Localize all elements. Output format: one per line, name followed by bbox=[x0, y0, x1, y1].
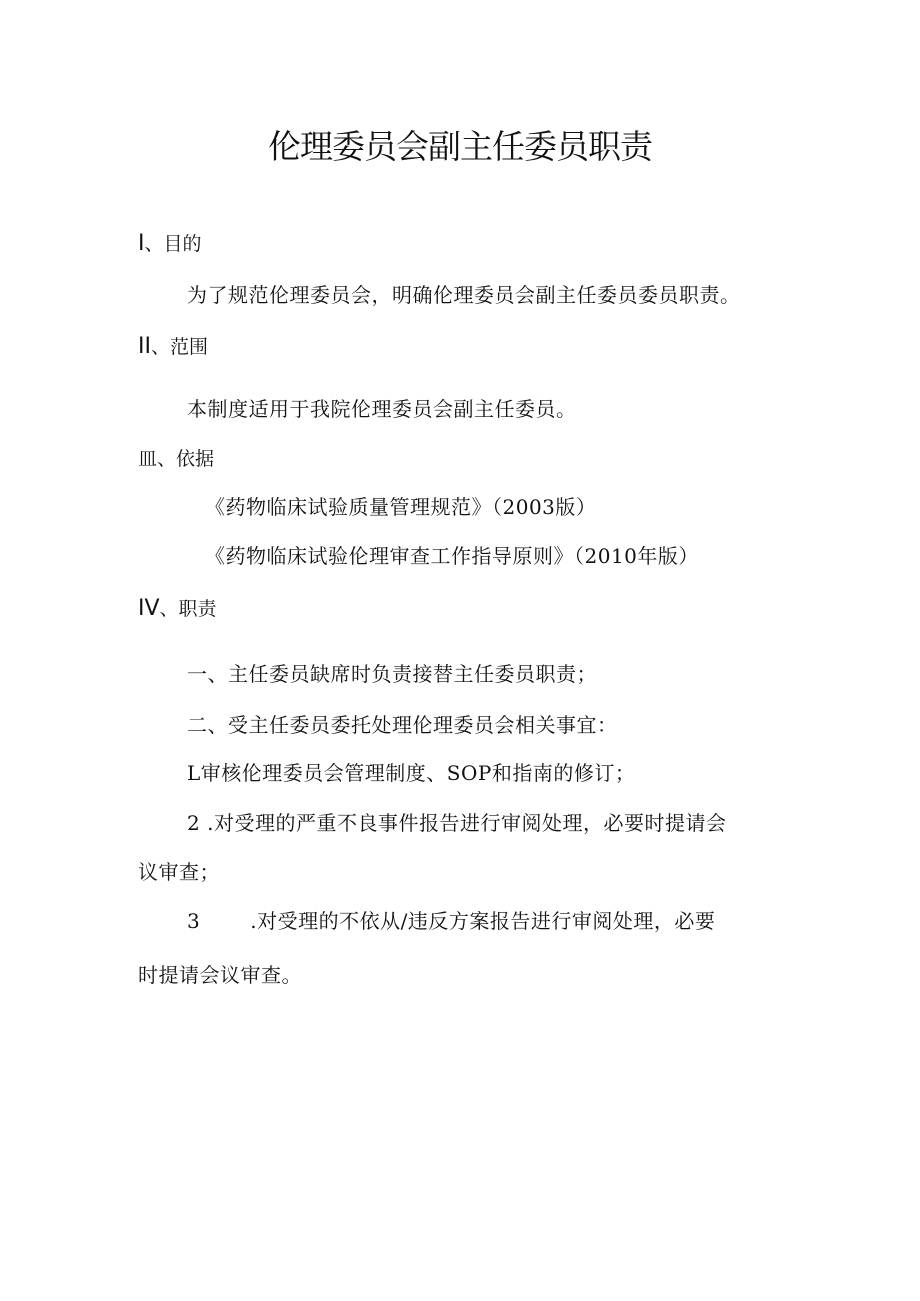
section-duties-heading bbox=[138, 598, 217, 620]
basis-ref-1: 《药物临床试验质量管理规范》（2003版） bbox=[205, 495, 597, 519]
document-title: 伦理委员会副主任委员职责 bbox=[268, 127, 652, 166]
section-scope-heading bbox=[138, 336, 208, 358]
subitem-text: .对受理的严重不良事件报告进行审阅处理，必要时提请会 bbox=[207, 811, 727, 835]
subitem-number: 3 bbox=[187, 909, 201, 933]
duty-item-2: 二、受主任委员委托处理伦理委员会相关事宜： bbox=[187, 713, 618, 737]
section-numeral: I bbox=[138, 231, 145, 256]
section-heading-text: 、范围 bbox=[150, 336, 208, 358]
scope-text: 本制度适用于我院伦理委员会副主任委员。 bbox=[187, 397, 577, 421]
section-numeral: IV bbox=[138, 596, 160, 621]
section-heading-text: 、目的 bbox=[144, 233, 202, 255]
section-basis-heading: 皿、依据 bbox=[138, 448, 215, 470]
section-heading-text: 、职责 bbox=[159, 598, 217, 620]
duty-item-1: 一、主任委员缺席时负责接替主任委员职责； bbox=[187, 662, 597, 686]
purpose-text: 为了规范伦理委员会，明确伦理委员会副主任委员委员职责。 bbox=[187, 283, 741, 307]
duty-subitem-2 bbox=[187, 813, 726, 833]
subitem-number: 2 bbox=[187, 811, 201, 835]
duty-subitem-3-cont: 时提请会议审查。 bbox=[138, 963, 302, 987]
section-purpose-heading bbox=[138, 233, 202, 255]
duty-subitem-1: L审核伦理委员会管理制度、SOP和指南的修订； bbox=[187, 761, 636, 785]
subitem-text: .对受理的不依从/违反方案报告进行审阅处理，必要 bbox=[250, 909, 716, 933]
section-numeral: II bbox=[138, 334, 151, 359]
duty-subitem-2-cont: 议审查； bbox=[138, 860, 220, 884]
duty-subitem-3 bbox=[187, 911, 715, 931]
basis-ref-2: 《药物临床试验伦理审查工作指导原则》（2010年版） bbox=[205, 544, 699, 568]
